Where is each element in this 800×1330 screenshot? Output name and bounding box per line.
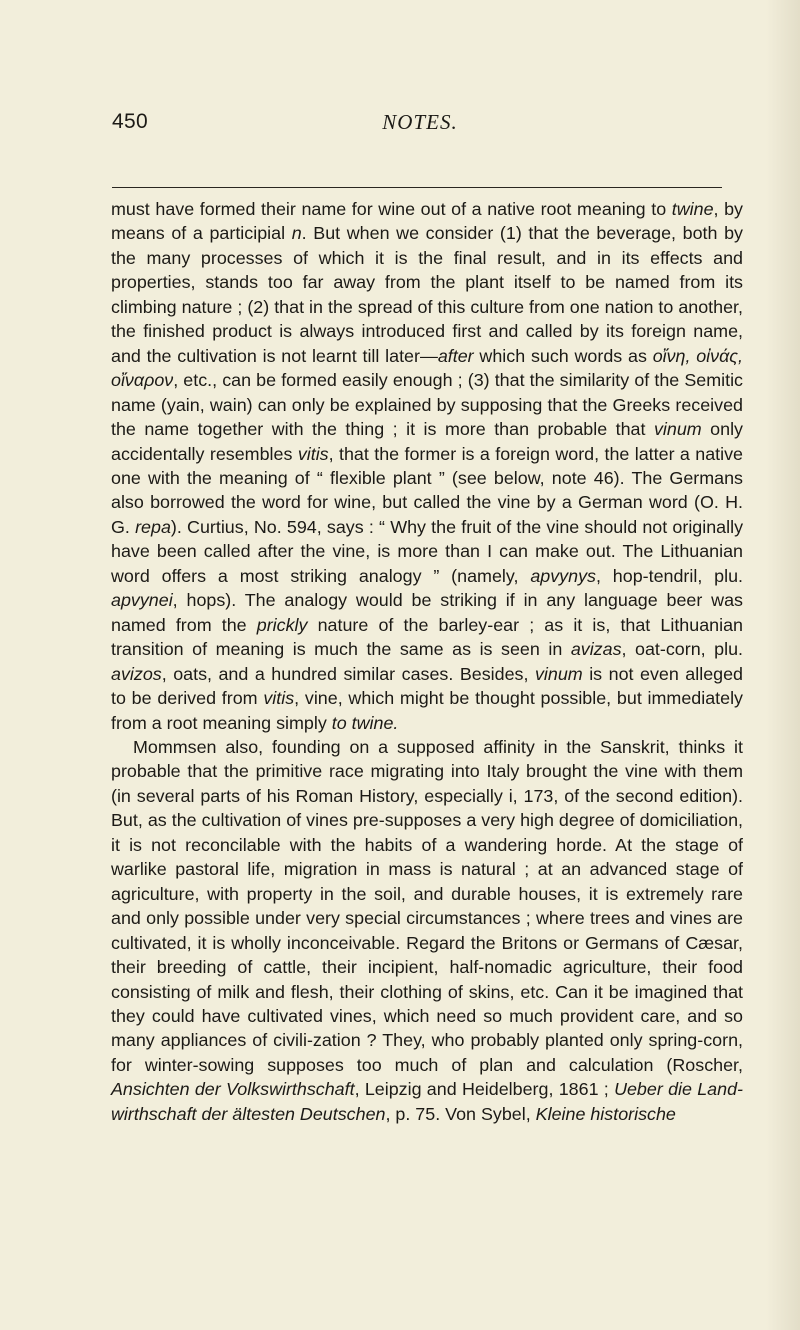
italic-text: twine: [671, 199, 714, 219]
italic-text: apvynys: [530, 565, 596, 586]
header-rule: [112, 187, 722, 188]
italic-text: Ansichten der Volkswirthschaft: [111, 1079, 355, 1100]
page-edge-shadow: [766, 0, 800, 1330]
text-run: , that the former is a foreign word, the latter a native one with the meaning of “ flexible plant ” (see below, note 46). The Germans also borrowed the word for wine, but called the vine by a German word (O. H. G.: [111, 443, 744, 537]
italic-text: n: [291, 223, 302, 244]
paragraph: [111, 735, 743, 1126]
italic-text: apvynei: [111, 590, 173, 611]
text-run: is not even alleged to be derived from: [111, 663, 744, 709]
text-run: , oats, and a hundred similar cases. Besides,: [161, 663, 535, 684]
page-header: [110, 110, 730, 140]
text-run: , hops). The analogy would be striking if in any language beer was named from the: [111, 590, 743, 635]
text-run: , hop-tendril, plu.: [595, 565, 743, 586]
italic-text: vitis: [263, 688, 295, 709]
running-title: NOTES.: [382, 110, 458, 134]
italic-text: vinum: [653, 419, 702, 440]
italic-text: Ueber die Land-wirthschaft der ältesten Deutschen: [111, 1079, 743, 1124]
text-run: , vine, which might be thought possible, but immediately from a root meaning simply: [111, 688, 743, 733]
text-run: which such words as: [473, 345, 653, 366]
text-run: only accidentally resembles: [111, 419, 743, 464]
text-run: nature of the barley-ear ; as it is, that Lithuanian transition of meaning is much the same as is seen in: [111, 614, 743, 660]
text-run: Mommsen also, founding on a supposed affinity in the Sanskrit, thinks it probable that the primitive race migrating into Italy brought the vine with them (in several parts of his Roman History, especially i, 173, of the second edition). But, as the cultivation of vines pre-supposes a very high degree of domiciliation, it is not reconcilable with the habits of a wandering horde. At the stage of warlike pastoral life, migration in mass is natural ; at an advanced stage of agriculture, with property in the soil, and durable houses, it is extremely rare and only possible under very special circumstances ; where trees and vines are cultivated, it is wholly inconceivable. Regard the Britons or Germans of Cæsar, their breeding of cattle, their incipient, half-nomadic agriculture, their food consisting of milk and flesh, their clothing of skins, etc. Can it be imagined that they could have cultivated vines, which need so much provident care, and so many appliances of civili-zation ? They, who probably planted only spring-corn, for winter-sowing supposes too much of plan and calculation (Roscher,: [111, 736, 743, 1075]
body-text: [111, 197, 743, 1126]
text-run: , oat-corn, plu.: [621, 639, 744, 660]
text-run: , etc., can be formed easily enough ; (3) that the similarity of the Semitic name (yain, wain) can only be explained by supposing that the Greeks received the name together with the thing ; it is more than probable that: [111, 370, 743, 440]
italic-text: after: [437, 345, 474, 366]
text-run: , by means of a participial: [111, 199, 743, 244]
italic-text: to twine.: [331, 712, 399, 733]
italic-text: οἴνη, οἰνάς, οἴναρον: [111, 345, 743, 391]
page-number: 450: [112, 110, 148, 133]
italic-text: repa: [135, 516, 171, 537]
italic-text: Kleine historische: [535, 1103, 676, 1124]
paragraph: [111, 197, 743, 735]
text-run: , Leipzig and Heidelberg, 1861 ;: [354, 1079, 615, 1100]
italic-text: prickly: [256, 614, 308, 635]
italic-text: avizas: [570, 639, 622, 660]
italic-text: avizos: [111, 663, 162, 684]
text-run: must have formed their name for wine out of a native root meaning to: [111, 199, 672, 219]
italic-text: vinum: [534, 663, 583, 684]
text-run: . But when we consider (1) that the beverage, both by the many processes of which it is the final result, and in its effects and properties, stands too far away from the plant itself to be named from its climbing nature ; (2) that in the spread of this culture from one nation to another, the finished product is always introduced first and called by its foreign name, and the cultivation is not learnt till later—: [111, 223, 743, 366]
text-run: ). Curtius, No. 594, says : “ Why the fruit of the vine should not originally have been called after the vine, is more than I can make out. The Lithuanian word offers a most striking analogy ” (namely,: [111, 516, 744, 586]
italic-text: vitis: [297, 443, 329, 464]
text-run: , p. 75. Von Sybel,: [385, 1103, 536, 1124]
